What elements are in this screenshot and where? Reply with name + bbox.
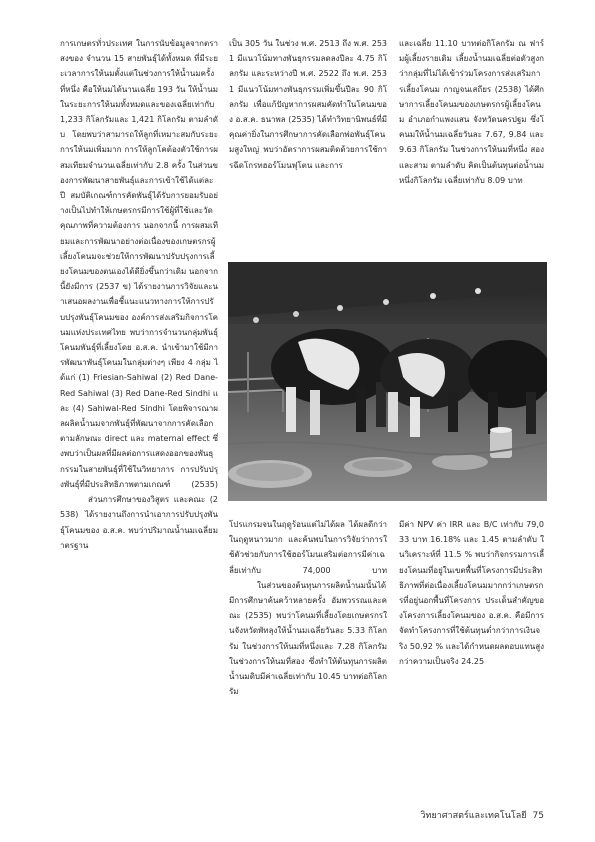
dairy-barn-photo xyxy=(228,262,547,501)
text-column-2 xyxy=(229,36,387,254)
column-2-lower-paragraph-1: โปรแกรมจนในฤดูร้อนแต่ไม่ได้ผล ได้ผลดีกว่าในฤดูหนาวมาก และค้นพบในการวิจัยว่าการใช้ตัวช่วยกับการใช้ฮอร์โมนเสริมต่อการมีค่าเฉลี่ยเท่ากับ 74,000 บาท xyxy=(229,520,387,575)
column-2-paragraph: เป็น 305 วัน ในช่วง พ.ศ. 2513 ถึง พ.ศ. 2531 มีแนวโน้มทางพันธุกรรมลดลงปีละ 4.75 กิโลกรัม และระหว่างปี พ.ศ. 2522 ถึง พ.ศ. 2531 มีแนวโน้มทางพันธุกรรมเพิ่มขึ้นปีละ 90 กิโลกรัม เพื่อแก้ปัญหาการผสมคัดทำในโคนมของ อ.ส.ค. ธนาพล (2535) ได้ทำวิทยานิพนธ์ที่มีคุณค่ายิ่งในการศึกษาการคัดเลือกพ่อพันธุ์โคนมสูงใหญ่ พบว่าอัตราการผสมติดด้วยการใช้การฉีดโกรทฮอร์โมนฟุโตน และการ xyxy=(229,39,387,170)
text-column-3-lower xyxy=(399,517,544,719)
page-footer xyxy=(384,808,544,822)
text-column-2-lower xyxy=(229,517,387,790)
text-column-3 xyxy=(399,36,544,254)
dairy-cows-illustration xyxy=(228,262,547,501)
column-3-paragraph: และเฉลี่ย 11.10 บาทต่อกิโลกรัม ณ ฟาร์มผู้เลี้ยงรายเดิม เลี้ยงน้ำนมเฉลี่ยต่อตัวสูงกว่ากลุ่มที่ไม่ได้เข้าร่วมโครงการส่งเสริมการเลี้ยงโคนม กาญจนเสถียร (2538) ได้ศึกษาการเลี้ยงโคนมของเกษตรกรผู้เลี้ยงโคนม อำเภอกำแพงแสน จังหวัดนครปฐม ซึ่งโคนมให้น้ำนมเฉลี่ยวันละ 7.67, 9.84 และ 9.63 กิโลกรัม ในช่วงการให้นมที่หนึ่ง สอง และสาม ตามลำดับ คิดเป็นต้นทุนต่อน้ำนมหนึ่งกิโลกรัม เฉลี่ยเท่ากับ 8.09 บาท xyxy=(399,39,544,185)
page-number: 75 xyxy=(532,811,544,821)
column-1-paragraph-1: การเกษตรทั่วประเทศ ในการนับข้อมูลจากตราสงของ จำนวน 15 สายพันธุ์ได้ทั้งหมด ที่มีระยะเวลาการให้นมตั้งแต่ในช่วงการให้น้ำนมครั้งที่หนึ่ง คือให้นมได้นานเฉลี่ย 193 วัน ให้น้ำนมในระยะการให้นมทั้งหมดและของเฉลี่ยเท่ากับ 1,233 กิโลกรัมและ 1,421 กิโลกรัม ตามลำดับ โดยพบว่าสามารถให้ลูกที่เหมาะสมกับระยะการให้นมเพิ่มมาก การให้ลูกโคต้องตัวใช้การผสมเทียมจำนวนเฉลี่ยเท่ากับ 2.8 ครั้ง ในส่วนของการพัฒนาสายพันธุ์และการเข้าใช้ได้แต่ละปี สมบัติเกณฑ์การคัดพันธุ์ได้รับการยอมรับอย่างเป็นไปทำให้เกษตรกรมีการใช้ผู้ที่ใช้และวัดคุณภาพที่ความต้องการ นอกจากนี้ การผสมเทียมและการพัฒนาอย่างต่อเนื่องของเกษตรกรผู้เลี้ยงโคนมจะช่วยให้การพัฒนาปรับปรุงการเลี้ยงโคนมของตนเองได้ดียิ่งขึ้นกว่าเดิม นอกจากนี้ยังมีการ (2537 ข) ได้รายงานการวิจัยและนำเสนอผลงานเพื่อชี้แนะแนวทางการให้การปรับปรุงพันธุ์โคนมของ องค์การส่งเสริมกิจการโคนมแห่งประเทศไทย พบว่าการจำนวนกลุ่มพันธุ์โคนมพันธุ์ที่เลี้ยงโดย อ.ส.ค. นำเข้ามาใช้มีการพัฒนาพันธุ์โคนมในกลุ่มต่างๆ เพียง 4 กลุ่ม ได้แก่ (1) Friesian-Sahiwal (2) Red Dane-Red Sahiwal (3) Red Dane-Red Sindhi และ (4) Sahiwal-Red Sindhi โดยพิจารณาผลผลิตน้ำนมจากพันธุ์ที่พัฒนาจากการคัดเลือกตามลักษณะ direct และ maternal effect ซึ่งพบว่าเป็นผลที่มีผลต่อการแสดงออกของพันธุกรรมในสายพันธุ์ที่ใช้ในวิทยาการ การปรับปรุงพันธุ์ที่มีประสิทธิภาพตามเกณฑ์ (2535) xyxy=(60,39,218,489)
column-3-lower-paragraph: มีค่า NPV ค่า IRR และ B/C เท่ากับ 79,033 บาท 16.18% และ 1.45 ตามลำดับ ในวิเคราะห์ที่ 11.5 % พบว่ากิจกรรมการเลี้ยงโคนมที่อยู่ในเขตพื้นที่โครงการมีประสิทธิภาพที่ต่อเนื่องเลี้ยงโคนมมากกว่าเกษตรกรที่อยู่นอกพื้นที่โครงการ ประเด็นสำคัญของโครงการเลี้ยงโคนมของ อ.ส.ค. คือมีการจัดทำโครงการที่ใช้ต้นทุนต่ำกว่าการเงินจริง 50.92 % และได้กำหนดผลตอบแทนสูงกว่าความเป็นจริง 24.25 xyxy=(399,520,544,666)
column-1-paragraph-2: ส่วนการศึกษาของวิสูตร และคณะ (2538) ได้รายงานถึงการนำเอาการปรับปรุงพันธุ์โคนมของ อ.ส.ค. พบว่าปริมาณน้ำนมเฉลี่ยมาตรฐาน xyxy=(60,495,218,550)
journal-name: วิทยาศาสตร์และเทคโนโลยี xyxy=(420,811,527,821)
text-column-1 xyxy=(60,36,218,814)
column-2-lower-paragraph-2: ในส่วนของต้นทุนการผลิตน้ำนมนั้นได้มีการศึกษาค้นคว้าหลายครั้ง อัมพวรรณและคณะ (2535) พบว่าโคนมที่เลี้ยงโดยเกษตรกรในจังหวัดพัทลุงให้น้ำนมเฉลี่ยวันละ 5.33 กิโลกรัม ในช่วงการให้นมที่หนึ่งและ 7.28 กิโลกรัมในช่วงการให้นมที่สอง ซึ่งทำให้ต้นทุนการผลิตน้ำนมดิบมีค่าเฉลี่ยเท่ากับ 10.45 บาทต่อกิโลกรัม xyxy=(229,580,387,697)
